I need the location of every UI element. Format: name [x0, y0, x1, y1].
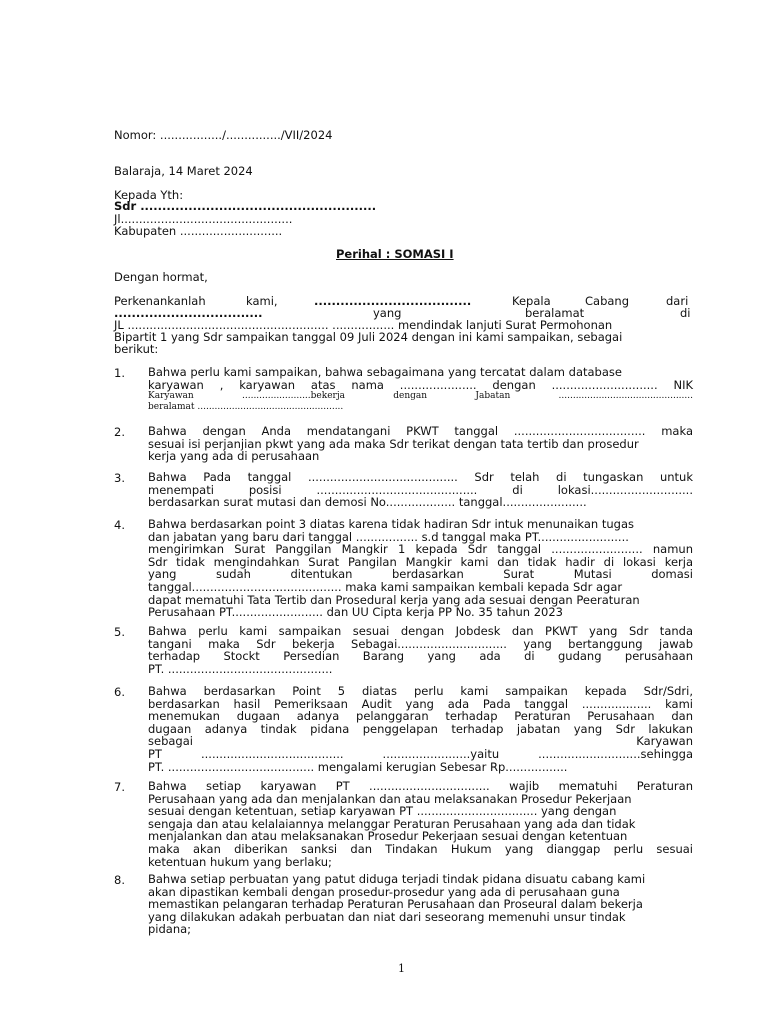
item-line: Bahwa perlu kami sampaikan sesuai dengan Jobdesk dan PKWT yang Sdr tanda — [148, 624, 693, 638]
kepada-label: Kepada Yth: — [114, 188, 184, 202]
item-line: beralamat ................................................... — [148, 402, 344, 413]
item-line: dapat mematuhi Tata Tertib dan Prosedural kerja yang ada sesuai dengan Peeraturan — [148, 592, 640, 607]
item-line: Perusahaan yang ada dan menjalankan dan atau melaksanakan Prosedur Pekerjaan — [148, 791, 632, 806]
item-number: 3. — [114, 471, 125, 485]
item-line: menjalankan dan atau melaksanakan Prosedur Pekerjaan sesuai dengan ketentuan — [148, 829, 628, 844]
item-line: berdasarkan hasil Pemeriksaan Audit yang ada Pada tanggal ................... kami — [148, 696, 693, 711]
item-line: sesuai isi perjanjian pkwt yang ada maka Sdr terikat dengan tata tertib dan prosedur — [148, 436, 639, 451]
item-line: PT. ............................................. — [148, 661, 333, 676]
item-line: mengirimkan Surat Panggilan Mangkir 1 kepada Sdr tanggal ......................... namun — [148, 542, 693, 557]
intro-word: dari — [666, 294, 689, 308]
perihal-subject: Perihal : SOMASI I — [336, 247, 454, 261]
intro-line: JL ....................................................... ................. mendindak lanjuti Surat Permohonan — [114, 318, 613, 332]
item-line: dugaan adanya tindak pidana penggelapan terhadap jabatan yang Sdr lakukan — [148, 721, 693, 736]
intro-word: Kepala — [512, 294, 551, 308]
item-line: Bahwa Pada tanggal ......................................... Sdr telah di tungaskan untuk — [148, 470, 693, 484]
list-item — [148, 471, 693, 509]
item-line: menempati posisi ............................................ di lokasi............................ — [148, 482, 693, 497]
intro-word: Cabang — [585, 294, 630, 308]
list-item — [148, 685, 693, 773]
item-line: tanggal......................................... maka kami sampaikan kembali kepada Sdr agar — [148, 579, 623, 594]
item-line: akan dipastikan kembali dengan prosedur-prosedur yang ada di perusahaan guna — [148, 884, 620, 899]
item-number: 6. — [114, 685, 125, 699]
nomor-line: Nomor: ................./.............../VII/2024 — [114, 128, 333, 142]
item-line: Bahwa berdasarkan point 3 diatas karena tidak hadiran Sdr intuk menunaikan tugas — [148, 517, 635, 531]
item-line: sesuai dengan ketentuan, setiap karyawan PT ................................. yang dengan — [148, 804, 617, 819]
item-line: PT ....................................... ........................yaitu ............................sehingga — [148, 746, 693, 761]
item-number: 4. — [114, 518, 125, 532]
item-line: sebagai Karyawan — [148, 734, 693, 749]
item-line: PT. ........................................ mengalami kerugian Sebesar Rp................. — [148, 759, 568, 774]
recipient-address: Jl............................................... — [114, 212, 293, 226]
item-line: yang dilakukan adakah perbuatan dan niat dari seseorang memenuhi unsur tindak — [148, 909, 626, 924]
item-line: yang sudah ditentukan berdasarkan Surat Mutasi domasi — [148, 567, 693, 582]
item-line: menemukan dugaan adanya pelanggaran terhadap Peraturan Perusahaan dan — [148, 709, 693, 724]
intro-word: yang — [373, 306, 402, 320]
item-line: Karyawan ........................bekerja dengan Jabatan ............................................... — [148, 391, 693, 402]
item-line: maka akan diberikan sanksi dan Tindakan Hukum yang dianggap perlu sesuai — [148, 841, 693, 856]
place-date: Balaraja, 14 Maret 2024 — [114, 164, 253, 178]
list-item — [148, 780, 693, 868]
item-line: Sdr tidak mengindahkan Surat Pangilan Mangkir kami dan tidak hadir di lokasi kerja — [148, 554, 693, 569]
item-line: Perusahaan PT......................... dan UU Cipta kerja PP No. 35 tahun 2023 — [148, 605, 563, 620]
list-item — [148, 873, 693, 936]
item-line: terhadap Stockt Persedian Barang yang ada di gudang perusahaan — [148, 649, 693, 664]
list-item — [148, 625, 693, 675]
item-line: sengaja dan atau kelalaiannya melanggar Peraturan Perusahaan yang ada dan tidak — [148, 816, 636, 831]
page-number: 1 — [398, 962, 405, 975]
item-line: tangani maka Sdr bekerja Sebagai.............................. yang bertanggung jawab — [148, 636, 693, 651]
intro-word: beralamat — [525, 306, 585, 320]
item-line: Bahwa setiap perbuatan yang patut diduga terjadi tindak pidana disuatu cabang kami — [148, 872, 646, 886]
greeting: Dengan hormat, — [114, 270, 208, 284]
item-line: Bahwa berdasarkan Point 5 diatas perlu kami sampaikan kepada Sdr/Sdri, — [148, 684, 693, 698]
item-line: pidana; — [148, 922, 192, 937]
item-line: Bahwa perlu kami sampaikan, bahwa sebagaimana yang tercatat dalam database — [148, 365, 622, 379]
list-item — [148, 366, 693, 413]
item-line: ketentuan hukum yang berlaku; — [148, 854, 332, 869]
item-line: Bahwa setiap karyawan PT ................................. wajib mematuhi Peraturan — [148, 779, 693, 793]
intro-word: .................................... — [314, 294, 472, 308]
intro-word: di — [680, 306, 691, 320]
list-item — [148, 518, 693, 619]
recipient-kabupaten: Kabupaten ............................ — [114, 224, 283, 238]
item-line: kerja yang ada di perusahaan — [148, 449, 320, 464]
intro-line: Bipartit 1 yang Sdr sampaikan tanggal 09 Juli 2024 dengan ini kami sampaikan, sebagai — [114, 330, 623, 344]
item-line: karyawan , karyawan atas nama ..................... dengan ............................. NIK — [148, 377, 693, 392]
item-number: 8. — [114, 873, 125, 887]
item-number: 2. — [114, 425, 125, 439]
list-item — [148, 425, 693, 463]
item-line: dan jabatan yang baru dari tanggal ................. s.d tanggal maka PT......................... — [148, 529, 629, 544]
item-line: memastikan pelangaran terhadap Peraturan Perusahaan dan Proseural dalam bekerja — [148, 897, 643, 912]
item-number: 7. — [114, 780, 125, 794]
item-number: 1. — [114, 366, 125, 380]
item-number: 5. — [114, 625, 125, 639]
intro-word: kami, — [246, 294, 278, 308]
intro-line: berikut: — [114, 342, 159, 356]
item-line: berdasarkan surat mutasi dan demosi No................... tanggal....................... — [148, 495, 587, 510]
intro-word: Perkenankanlah — [114, 294, 206, 308]
item-line: Bahwa dengan Anda mendatangani PKWT tanggal .................................... maka — [148, 424, 693, 438]
intro-word: .................................. — [114, 306, 263, 320]
recipient-sdr: Sdr ...................................................... — [114, 199, 377, 213]
